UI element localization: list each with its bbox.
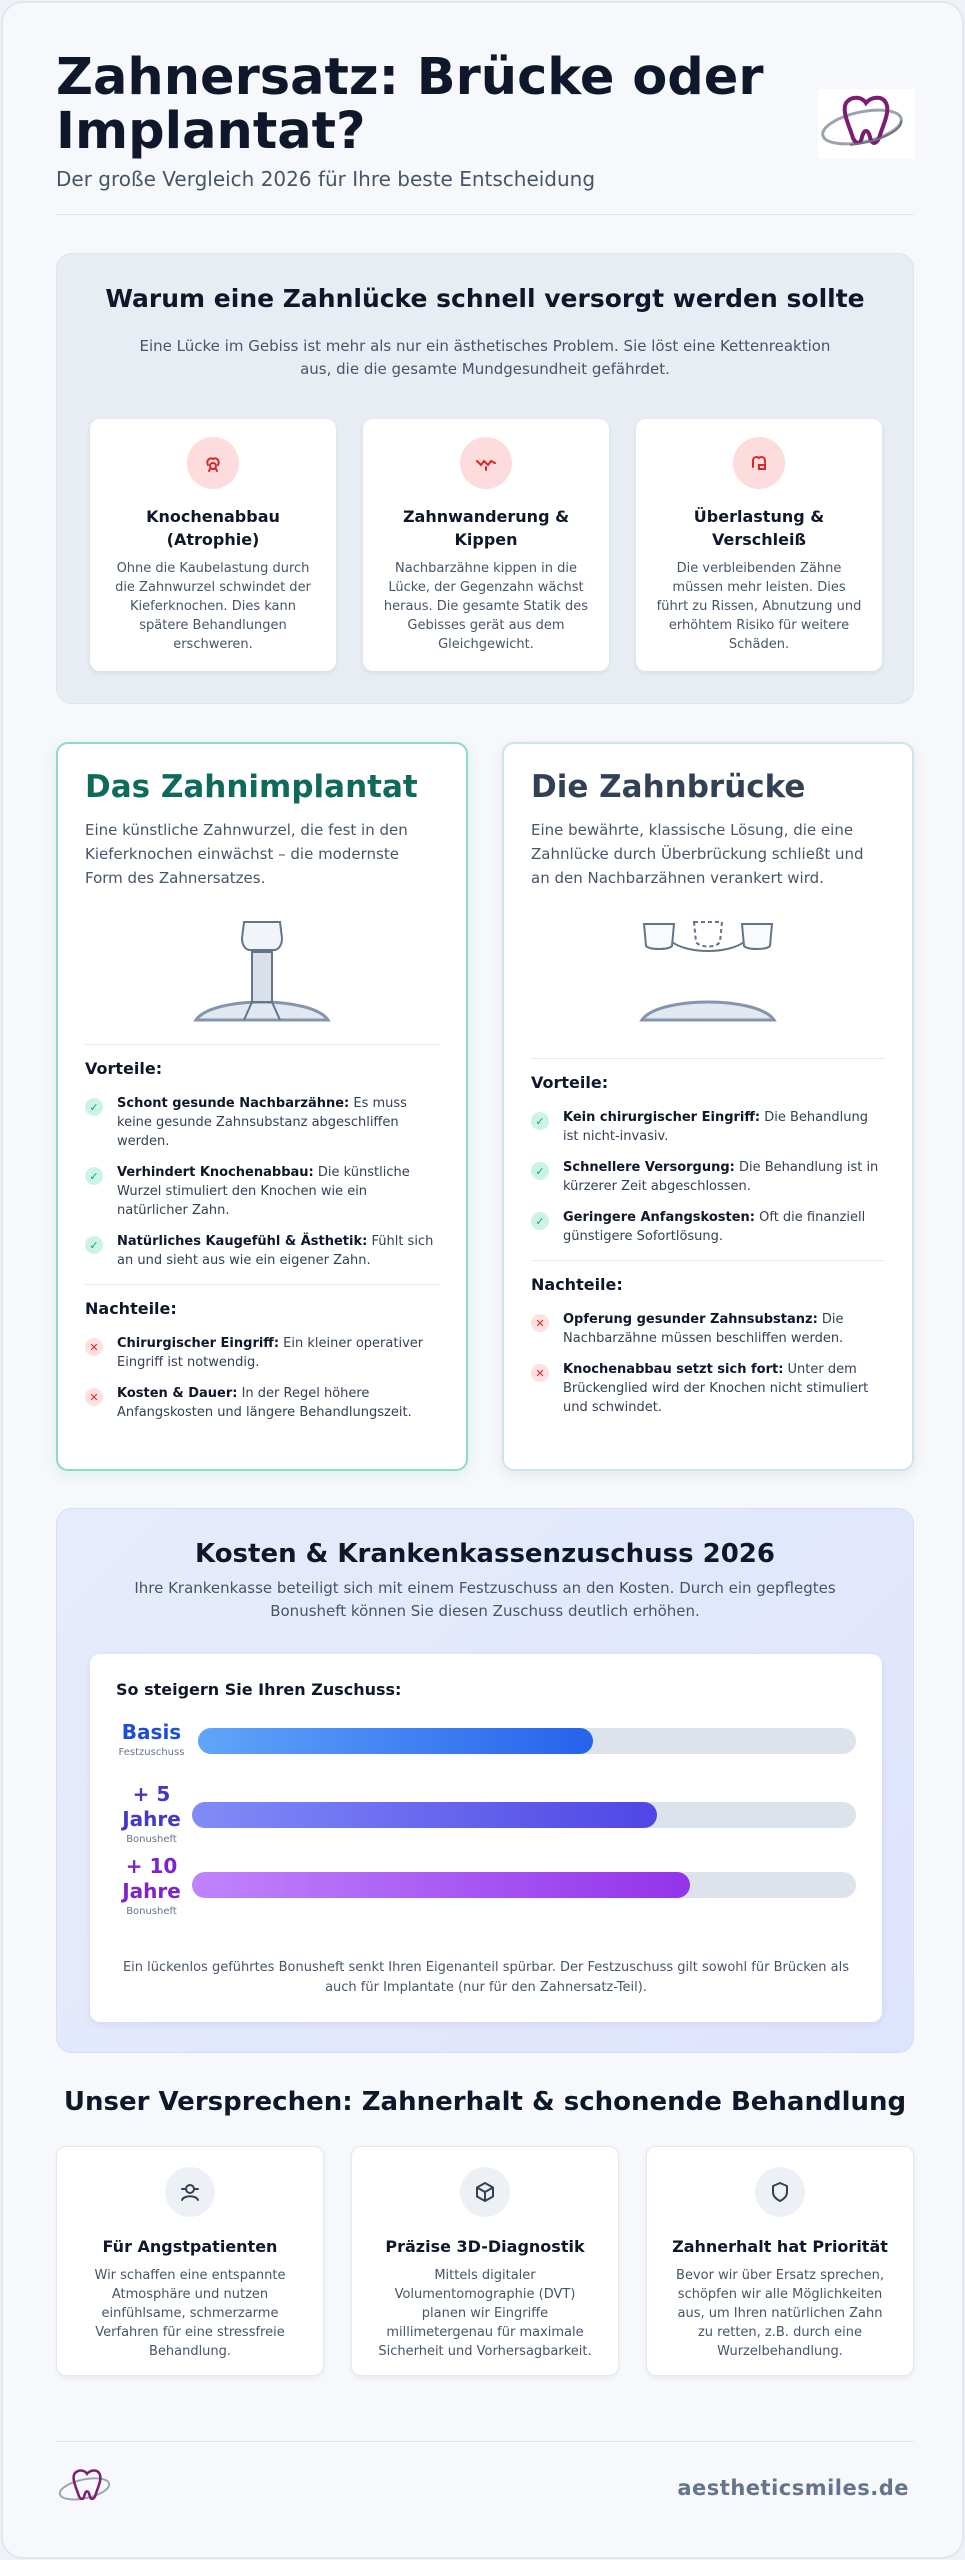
bridge-title: Die Zahnbrücke [531, 769, 806, 805]
why-card-shift [363, 419, 609, 671]
why-section [56, 253, 914, 704]
cross-icon: ✕ [85, 1338, 103, 1356]
check-icon: ✓ [531, 1162, 549, 1180]
subsidy-note: Ein lückenlos geführtes Bonusheft senkt Ihren Eigenanteil spürbar. Der Festzuschuss gilt sowohl für Brücken als auch für Implantate (nur für den Zahnersatz-Teil). [122, 1960, 850, 1995]
cross-icon: ✕ [85, 1388, 103, 1406]
subsidy-bar-10-years [192, 1872, 690, 1898]
divider [56, 2441, 914, 2442]
why-card-text: Nachbarzähne kippen in die Lücke, der Gegenzahn wächst heraus. Die gesamte Statik des Gebisses gerät aus dem Gleichgewicht. [383, 561, 589, 652]
promise-card-text: Mittels digitaler Volumentomographie (DVT) planen wir Eingriffe millimetergenau für maximale Sicherheit und Vorhersagbarkeit. [378, 2268, 592, 2359]
promise-card-title: Für Angstpatienten [102, 2237, 278, 2256]
level-10-years: + 10 Jahre Bonusheft [122, 1854, 181, 1917]
costs-section [56, 1508, 914, 2053]
subsidy-box [90, 1654, 882, 2022]
shield-icon [755, 2167, 805, 2217]
level-basis: Basis Festzuschuss [118, 1720, 185, 1758]
cube-icon [460, 2167, 510, 2217]
con-item: ✕ Opferung gesunder Zahnsubstanz: Die Nachbarzähne müssen beschliffen werden. [531, 1310, 885, 1348]
header [56, 48, 914, 191]
check-icon: ✓ [85, 1236, 103, 1254]
check-icon: ✓ [531, 1112, 549, 1130]
divider [85, 1044, 439, 1045]
bridge-illustration-icon [628, 912, 788, 1022]
implant-card [56, 742, 468, 1471]
footer-logo-icon [56, 2465, 118, 2509]
why-card-text: Die verbleibenden Zähne müssen mehr leisten. Dies führt zu Rissen, Abnutzung und erhöhtem Risiko für weitere Schäden. [656, 561, 862, 652]
promise-card-3d [351, 2146, 619, 2376]
con-item: ✕ Kosten & Dauer: In der Regel höhere Anfangskosten und längere Behandlungszeit. [85, 1384, 439, 1422]
subsidy-bar-basis [198, 1728, 593, 1754]
check-icon: ✓ [85, 1098, 103, 1116]
pro-item: ✓ Kein chirurgischer Eingriff: Die Behandlung ist nicht-invasiv. [531, 1108, 885, 1146]
check-icon: ✓ [85, 1167, 103, 1185]
why-card-wear [636, 419, 882, 671]
bone-loss-icon [187, 437, 239, 489]
implant-title: Das Zahnimplantat [85, 769, 418, 805]
tooth-shift-icon [460, 437, 512, 489]
check-icon: ✓ [531, 1212, 549, 1230]
costs-heading: Kosten & Krankenkassenzuschuss 2026 [195, 1539, 775, 1569]
why-card-title: Zahnwanderung & Kippen [402, 507, 570, 549]
divider [56, 214, 914, 215]
promise-card-preserve [646, 2146, 914, 2376]
why-lead: Eine Lücke im Gebiss ist mehr als nur ein ästhetisches Problem. Sie löst eine Kettenreaktion aus, die die gesamte Mundgesundheit gefährdet. [139, 337, 831, 378]
pros-label: Vorteile: [531, 1073, 609, 1092]
promise-card-text: Bevor wir über Ersatz sprechen, schöpfen wir alle Möglichkeiten aus, um Ihren natürlichen Zahn zu retten, z.B. durch eine Wurzelbehandlung. [676, 2268, 884, 2359]
level-5-years: + 5 Jahre Bonusheft [122, 1782, 181, 1845]
subsidy-title: So steigern Sie Ihren Zuschuss: [116, 1680, 402, 1699]
tooth-wear-icon [733, 437, 785, 489]
subsidy-bar-track [192, 1872, 856, 1898]
bridge-card [502, 742, 914, 1471]
promise-card-text: Wir schaffen eine entspannte Atmosphäre und nutzen einfühlsame, schmerzarme Verfahren für eine stressfreie Behandlung. [94, 2268, 286, 2359]
pro-item: ✓ Schnellere Versorgung: Die Behandlung ist in kürzerer Zeit abgeschlossen. [531, 1158, 885, 1196]
subsidy-bar-5-years [192, 1802, 657, 1828]
implant-desc: Eine künstliche Zahnwurzel, die fest in den Kieferknochen einwächst – die modernste Form des Zahnersatzes. [85, 821, 408, 887]
pro-item: ✓ Schont gesunde Nachbarzähne: Es muss keine gesunde Zahnsubstanz abgeschliffen werden. [85, 1094, 439, 1151]
pros-label: Vorteile: [85, 1059, 163, 1078]
why-card-title: Knochenabbau (Atrophie) [146, 507, 280, 549]
promise-card-title: Zahnerhalt hat Priorität [672, 2237, 888, 2256]
subsidy-bar-track [192, 1802, 856, 1828]
tooth-logo-icon [818, 89, 914, 159]
cross-icon: ✕ [531, 1364, 549, 1382]
promise-card-title: Präzise 3D-Diagnostik [385, 2237, 585, 2256]
pro-item: ✓ Verhindert Knochenabbau: Die künstliche Wurzel stimuliert den Knochen wie ein natürlicher Zahn. [85, 1163, 439, 1220]
why-card-text: Ohne die Kaubelastung durch die Zahnwurzel schwindet der Kieferknochen. Dies kann spätere Behandlungen erschweren. [115, 561, 311, 652]
cons-label: Nachteile: [85, 1299, 177, 1318]
page-title: Zahnersatz: Brücke oder Implantat? [56, 48, 764, 161]
implant-illustration-icon [182, 912, 342, 1022]
page-subtitle: Der große Vergleich 2026 für Ihre beste Entscheidung [56, 167, 596, 191]
cons-label: Nachteile: [531, 1275, 623, 1294]
promise-card-anxiety [56, 2146, 324, 2376]
promise-heading: Unser Versprechen: Zahnerhalt & schonende Behandlung [63, 2087, 907, 2117]
why-card-bone [90, 419, 336, 671]
subsidy-bar-track [198, 1728, 856, 1754]
con-item: ✕ Knochenabbau setzt sich fort: Unter dem Brückenglied wird der Knochen nicht stimuliert und schwindet. [531, 1360, 885, 1417]
bridge-desc: Eine bewährte, klassische Lösung, die eine Zahnlücke durch Überbrückung schließt und an den Nachbarzähnen verankert wird. [531, 821, 864, 887]
pro-item: ✓ Geringere Anfangskosten: Oft die finanziell günstigere Sofortlösung. [531, 1208, 885, 1246]
why-heading: Warum eine Zahnlücke schnell versorgt werden sollte [105, 284, 865, 313]
footer-domain: aestheticsmiles.de [677, 2476, 909, 2500]
infographic-page [1, 1, 964, 2559]
patient-icon [165, 2167, 215, 2217]
costs-lead: Ihre Krankenkasse beteiligt sich mit einem Festzuschuss an den Kosten. Durch ein gepflegtes Bonusheft können Sie diesen Zuschuss deutlich erhöhen. [134, 1579, 836, 1620]
cross-icon: ✕ [531, 1314, 549, 1332]
divider [531, 1058, 885, 1059]
con-item: ✕ Chirurgischer Eingriff: Ein kleiner operativer Eingriff ist notwendig. [85, 1334, 439, 1372]
divider [531, 1260, 885, 1261]
why-card-title: Überlastung & Verschleiß [693, 507, 825, 549]
divider [85, 1284, 439, 1285]
pro-item: ✓ Natürliches Kaugefühl & Ästhetik: Fühlt sich an und sieht aus wie ein eigener Zahn. [85, 1232, 439, 1270]
